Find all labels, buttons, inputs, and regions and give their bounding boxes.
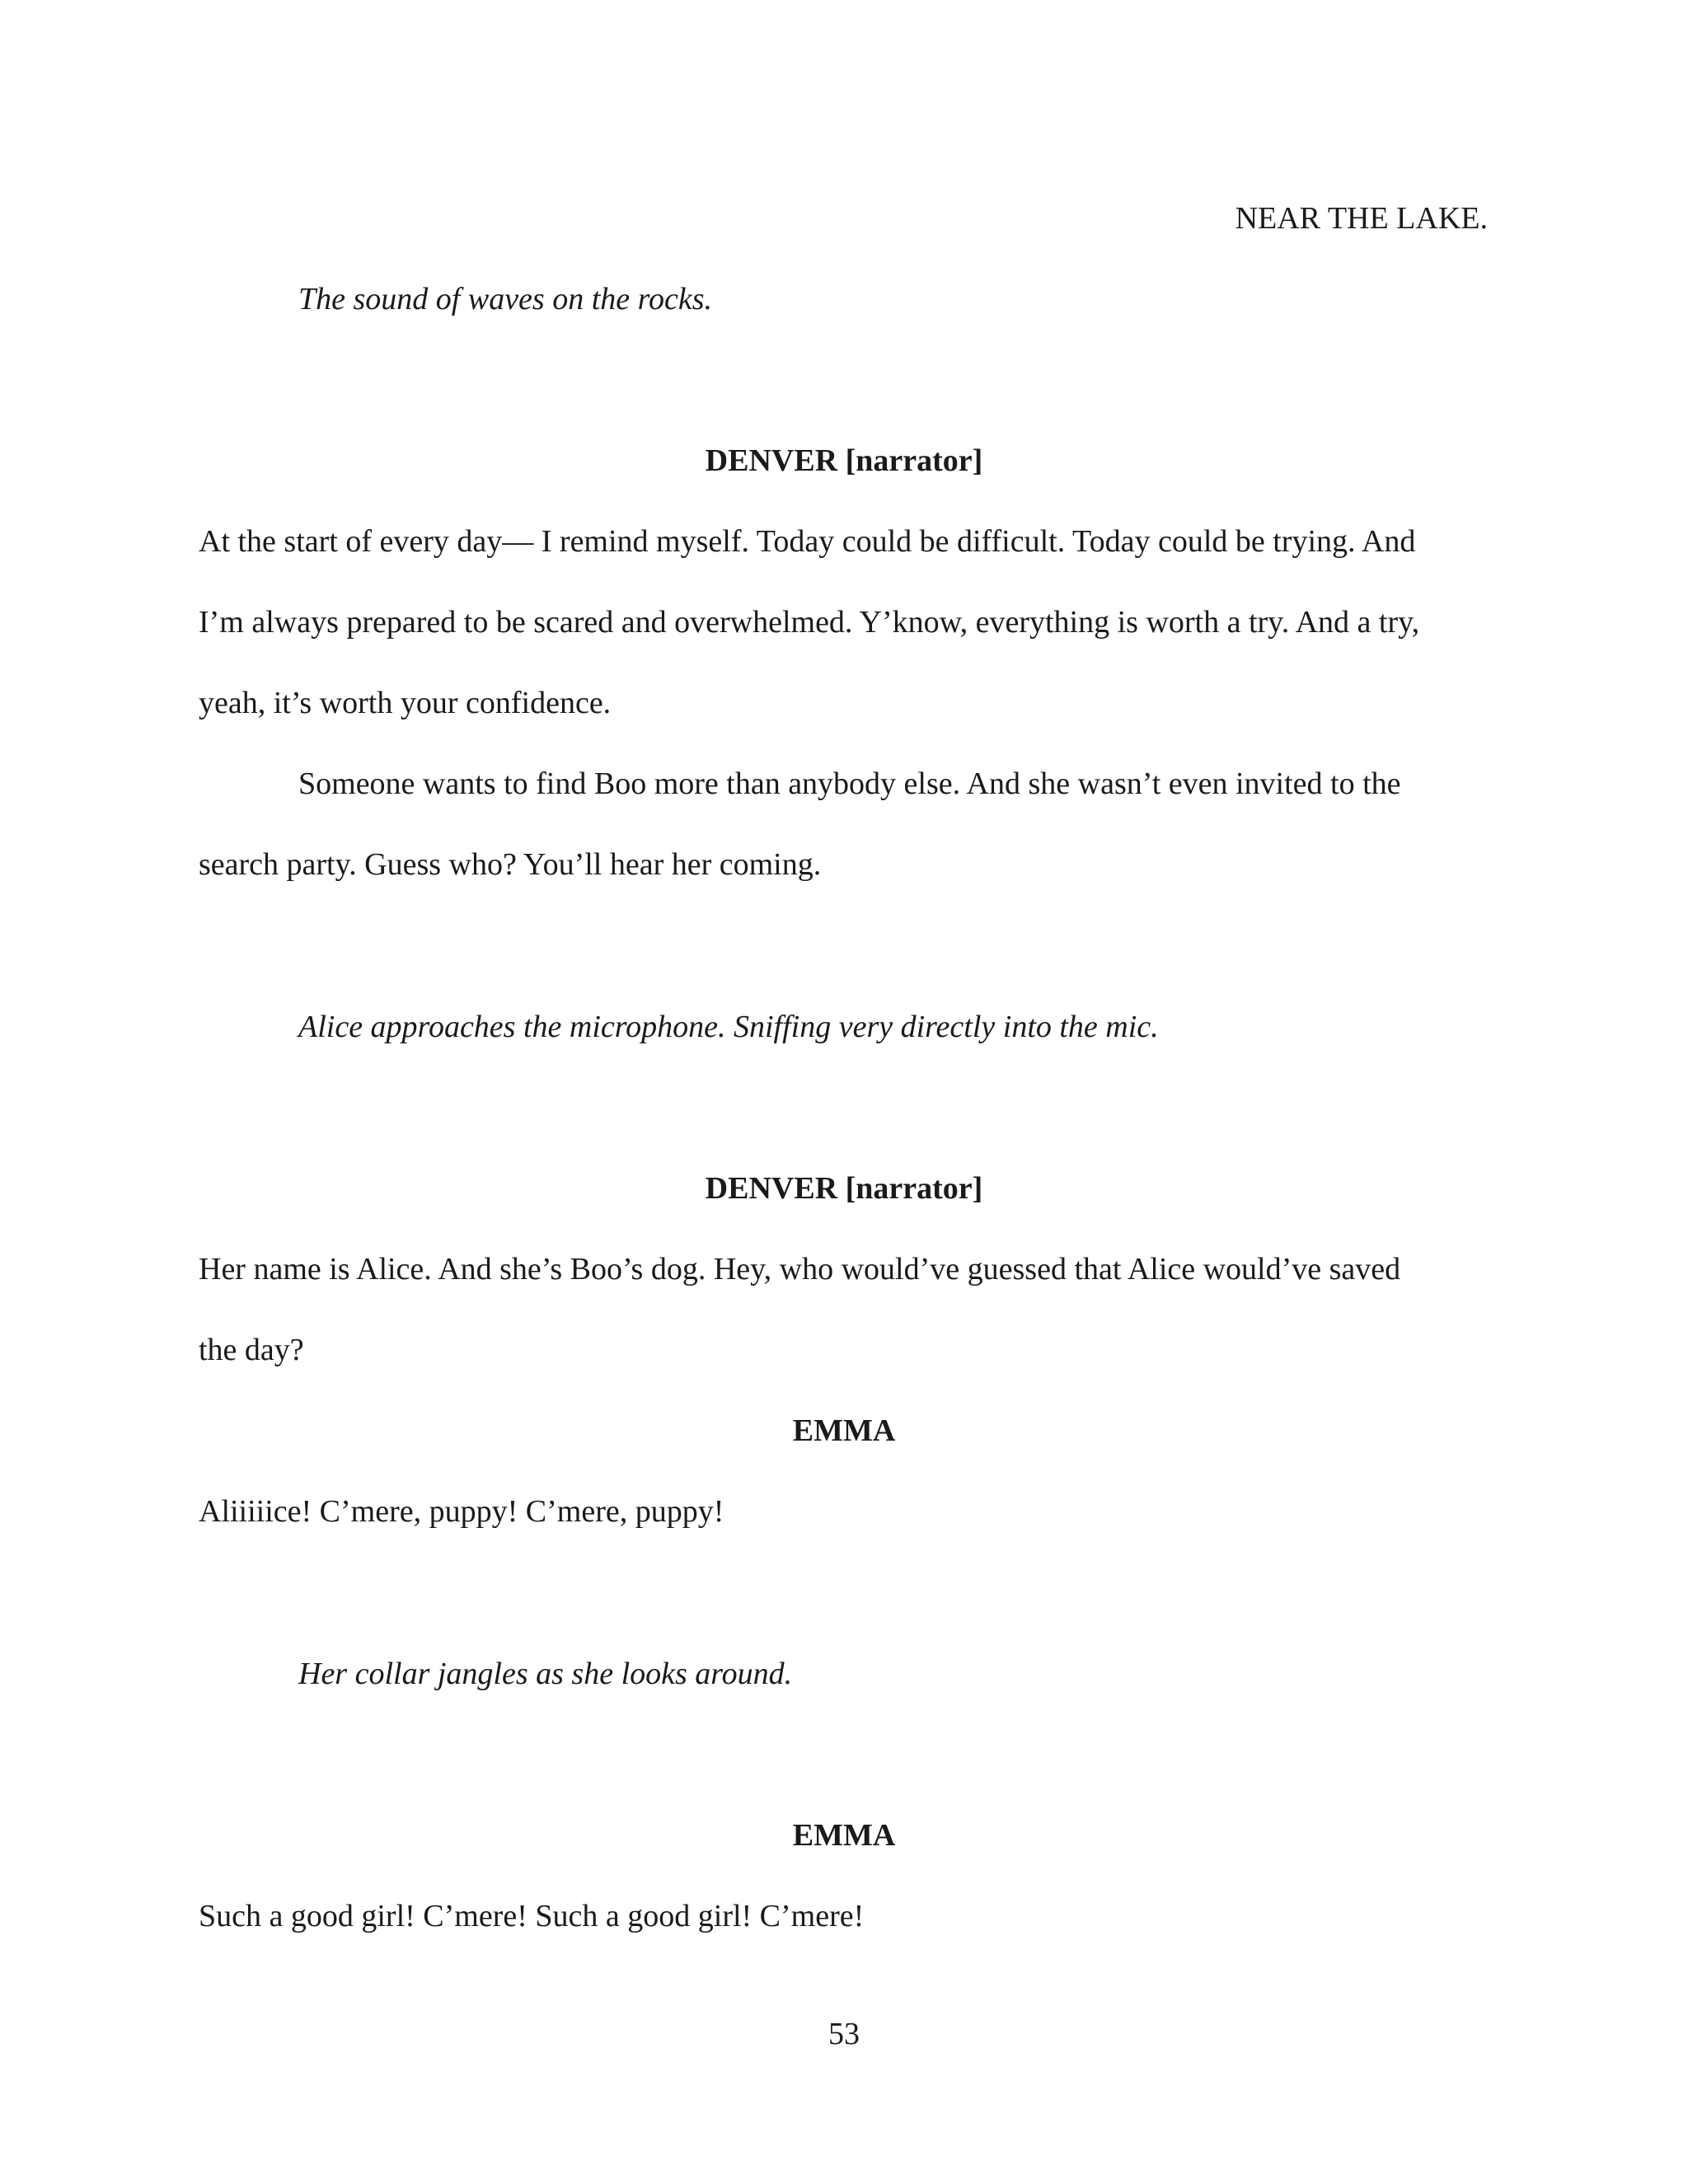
scene-heading: NEAR THE LAKE.	[1235, 201, 1488, 236]
dialogue-line: Such a good girl! C’mere! Such a good girl! C’mere!	[199, 1899, 865, 1933]
character-name: DENVER [narrator]	[705, 443, 983, 478]
character-name: DENVER [narrator]	[705, 1171, 983, 1206]
character-name: EMMA	[792, 1413, 896, 1448]
dialogue-line: yeah, it’s worth your confidence.	[199, 686, 612, 720]
dialogue-line: Someone wants to find Boo more than anybody else. And she wasn’t even invited to the	[298, 766, 1401, 801]
stage-direction: Her collar jangles as she looks around.	[298, 1657, 793, 1691]
dialogue-line: the day?	[199, 1333, 304, 1367]
dialogue-line: At the start of every day— I remind myself. Today could be difficult. Today could be trying. And	[199, 524, 1416, 559]
dialogue-line: Her name is Alice. And she’s Boo’s dog. Hey, who would’ve guessed that Alice would’ve saved	[199, 1252, 1401, 1286]
page-number: 53	[828, 2017, 860, 2051]
dialogue-line: I’m always prepared to be scared and overwhelmed. Y’know, everything is worth a try. And a try,	[199, 605, 1420, 640]
character-name: EMMA	[792, 1818, 896, 1853]
dialogue-line: Aliiiiice! C’mere, puppy! C’mere, puppy!	[199, 1494, 724, 1529]
stage-direction: The sound of waves on the rocks.	[298, 282, 713, 316]
dialogue-line: search party. Guess who? You’ll hear her coming.	[199, 847, 822, 882]
stage-direction: Alice approaches the microphone. Sniffing very directly into the mic.	[298, 1010, 1159, 1044]
